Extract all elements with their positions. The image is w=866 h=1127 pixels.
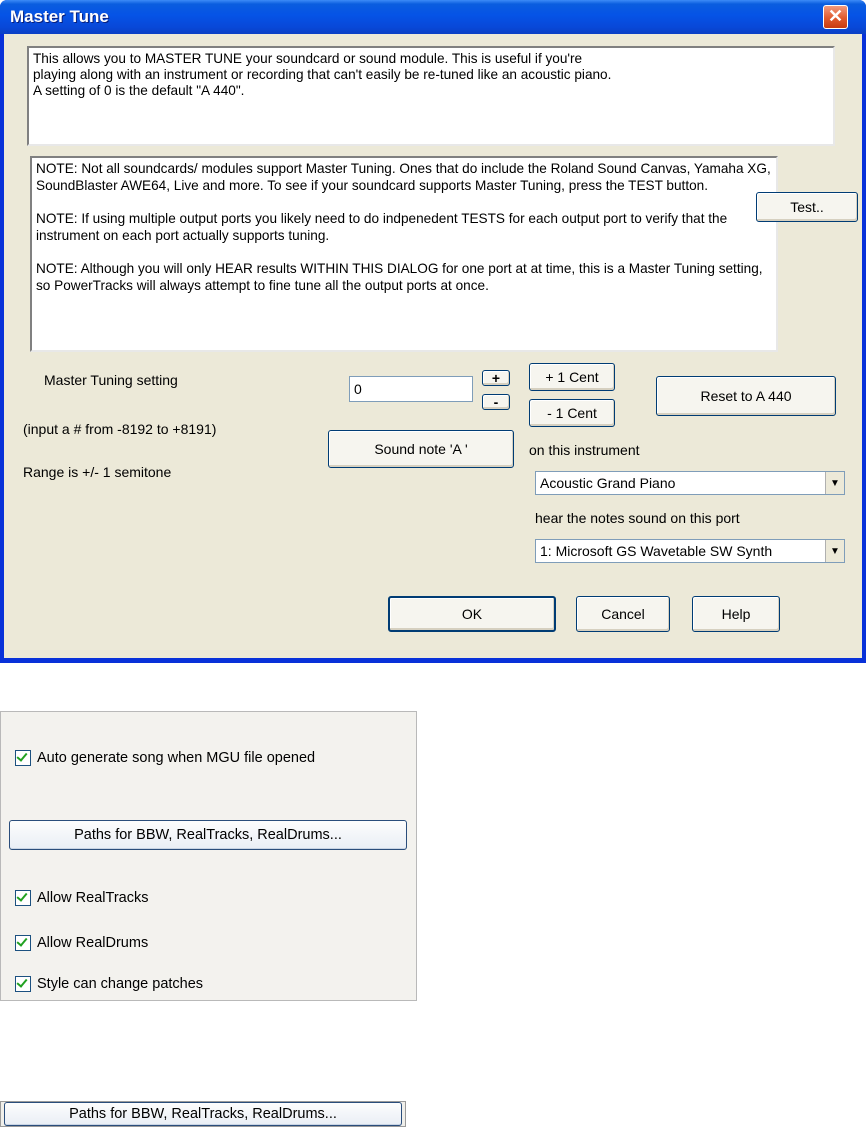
instrument-select-value: Acoustic Grand Piano xyxy=(540,475,676,491)
close-button[interactable] xyxy=(823,5,848,29)
range-label: Range is +/- 1 semitone xyxy=(23,464,172,480)
auto-generate-label: Auto generate song when MGU file opened xyxy=(37,750,316,766)
paths-button-standalone[interactable]: Paths for BBW, RealTracks, RealDrums... xyxy=(4,1102,402,1126)
allow-realtracks-label: Allow RealTracks xyxy=(37,890,149,906)
port-label: hear the notes sound on this port xyxy=(535,510,740,526)
increment-button[interactable]: + xyxy=(482,370,510,386)
test-button[interactable]: Test.. xyxy=(756,192,858,222)
allow-realtracks-option[interactable] xyxy=(15,890,148,906)
input-range-hint: (input a # from -8192 to +8191) xyxy=(23,421,217,437)
chevron-down-icon[interactable]: ▼ xyxy=(825,540,844,562)
decrement-button[interactable]: - xyxy=(482,394,510,410)
style-patches-label: Style can change patches xyxy=(37,976,204,992)
ok-button[interactable]: OK xyxy=(388,596,556,632)
paths-button-panel xyxy=(0,1101,406,1127)
plus-one-cent-button[interactable]: + 1 Cent xyxy=(529,363,615,391)
close-icon: ✕ xyxy=(827,6,844,26)
note-2: NOTE: If using multiple output ports you likely need to do indpenedent TESTS for each output port to verify that the instrument on each port actually supports tuning. xyxy=(36,211,728,243)
instrument-label: on this instrument xyxy=(529,442,640,458)
check-icon[interactable] xyxy=(15,935,31,951)
dialog-client-area xyxy=(4,34,862,658)
note-3: NOTE: Although you will only HEAR results WITHIN THIS DIALOG for one port at at time, this is a Master Tuning setting, so PowerTracks will always attempt to fine tune all the output ports at once. xyxy=(36,261,763,293)
style-patches-option[interactable] xyxy=(15,976,203,992)
description-text: This allows you to MASTER TUNE your soundcard or sound module. This is useful if you're playing along with an instrument or recording that can't easily be re-tuned like an acoustic piano. A setting of 0 is the default "A 440". xyxy=(27,46,835,146)
port-select[interactable] xyxy=(535,539,845,563)
title-bar[interactable] xyxy=(0,0,866,34)
check-icon[interactable] xyxy=(15,890,31,906)
allow-realdrums-option[interactable] xyxy=(15,935,148,951)
note-1: NOTE: Not all soundcards/ modules support Master Tuning. Ones that do include the Roland Sound Canvas, Yamaha XG, SoundBlaster AWE64, Live and more. To see if your soundcard supports Master Tuning, press the TEST button. xyxy=(36,161,771,193)
port-select-value: 1: Microsoft GS Wavetable SW Synth xyxy=(540,543,773,559)
paths-button[interactable]: Paths for BBW, RealTracks, RealDrums... xyxy=(9,820,407,850)
master-tuning-label: Master Tuning setting xyxy=(44,372,178,388)
check-icon[interactable] xyxy=(15,976,31,992)
dialog-title: Master Tune xyxy=(10,7,109,26)
chevron-down-icon[interactable]: ▼ xyxy=(825,472,844,494)
allow-realdrums-label: Allow RealDrums xyxy=(37,935,149,951)
master-tuning-input[interactable]: 0 xyxy=(349,376,473,402)
notes-text xyxy=(30,156,778,352)
sound-note-button[interactable]: Sound note 'A ' xyxy=(328,430,514,468)
minus-one-cent-button[interactable]: - 1 Cent xyxy=(529,399,615,427)
help-button[interactable]: Help xyxy=(692,596,780,632)
reset-button[interactable] xyxy=(656,376,836,416)
cancel-button[interactable]: Cancel xyxy=(576,596,670,632)
reset-button-label: Reset to A 440 xyxy=(700,388,792,404)
options-panel xyxy=(0,711,417,1001)
check-icon[interactable] xyxy=(15,750,31,766)
auto-generate-option[interactable] xyxy=(15,750,315,766)
instrument-select[interactable] xyxy=(535,471,845,495)
